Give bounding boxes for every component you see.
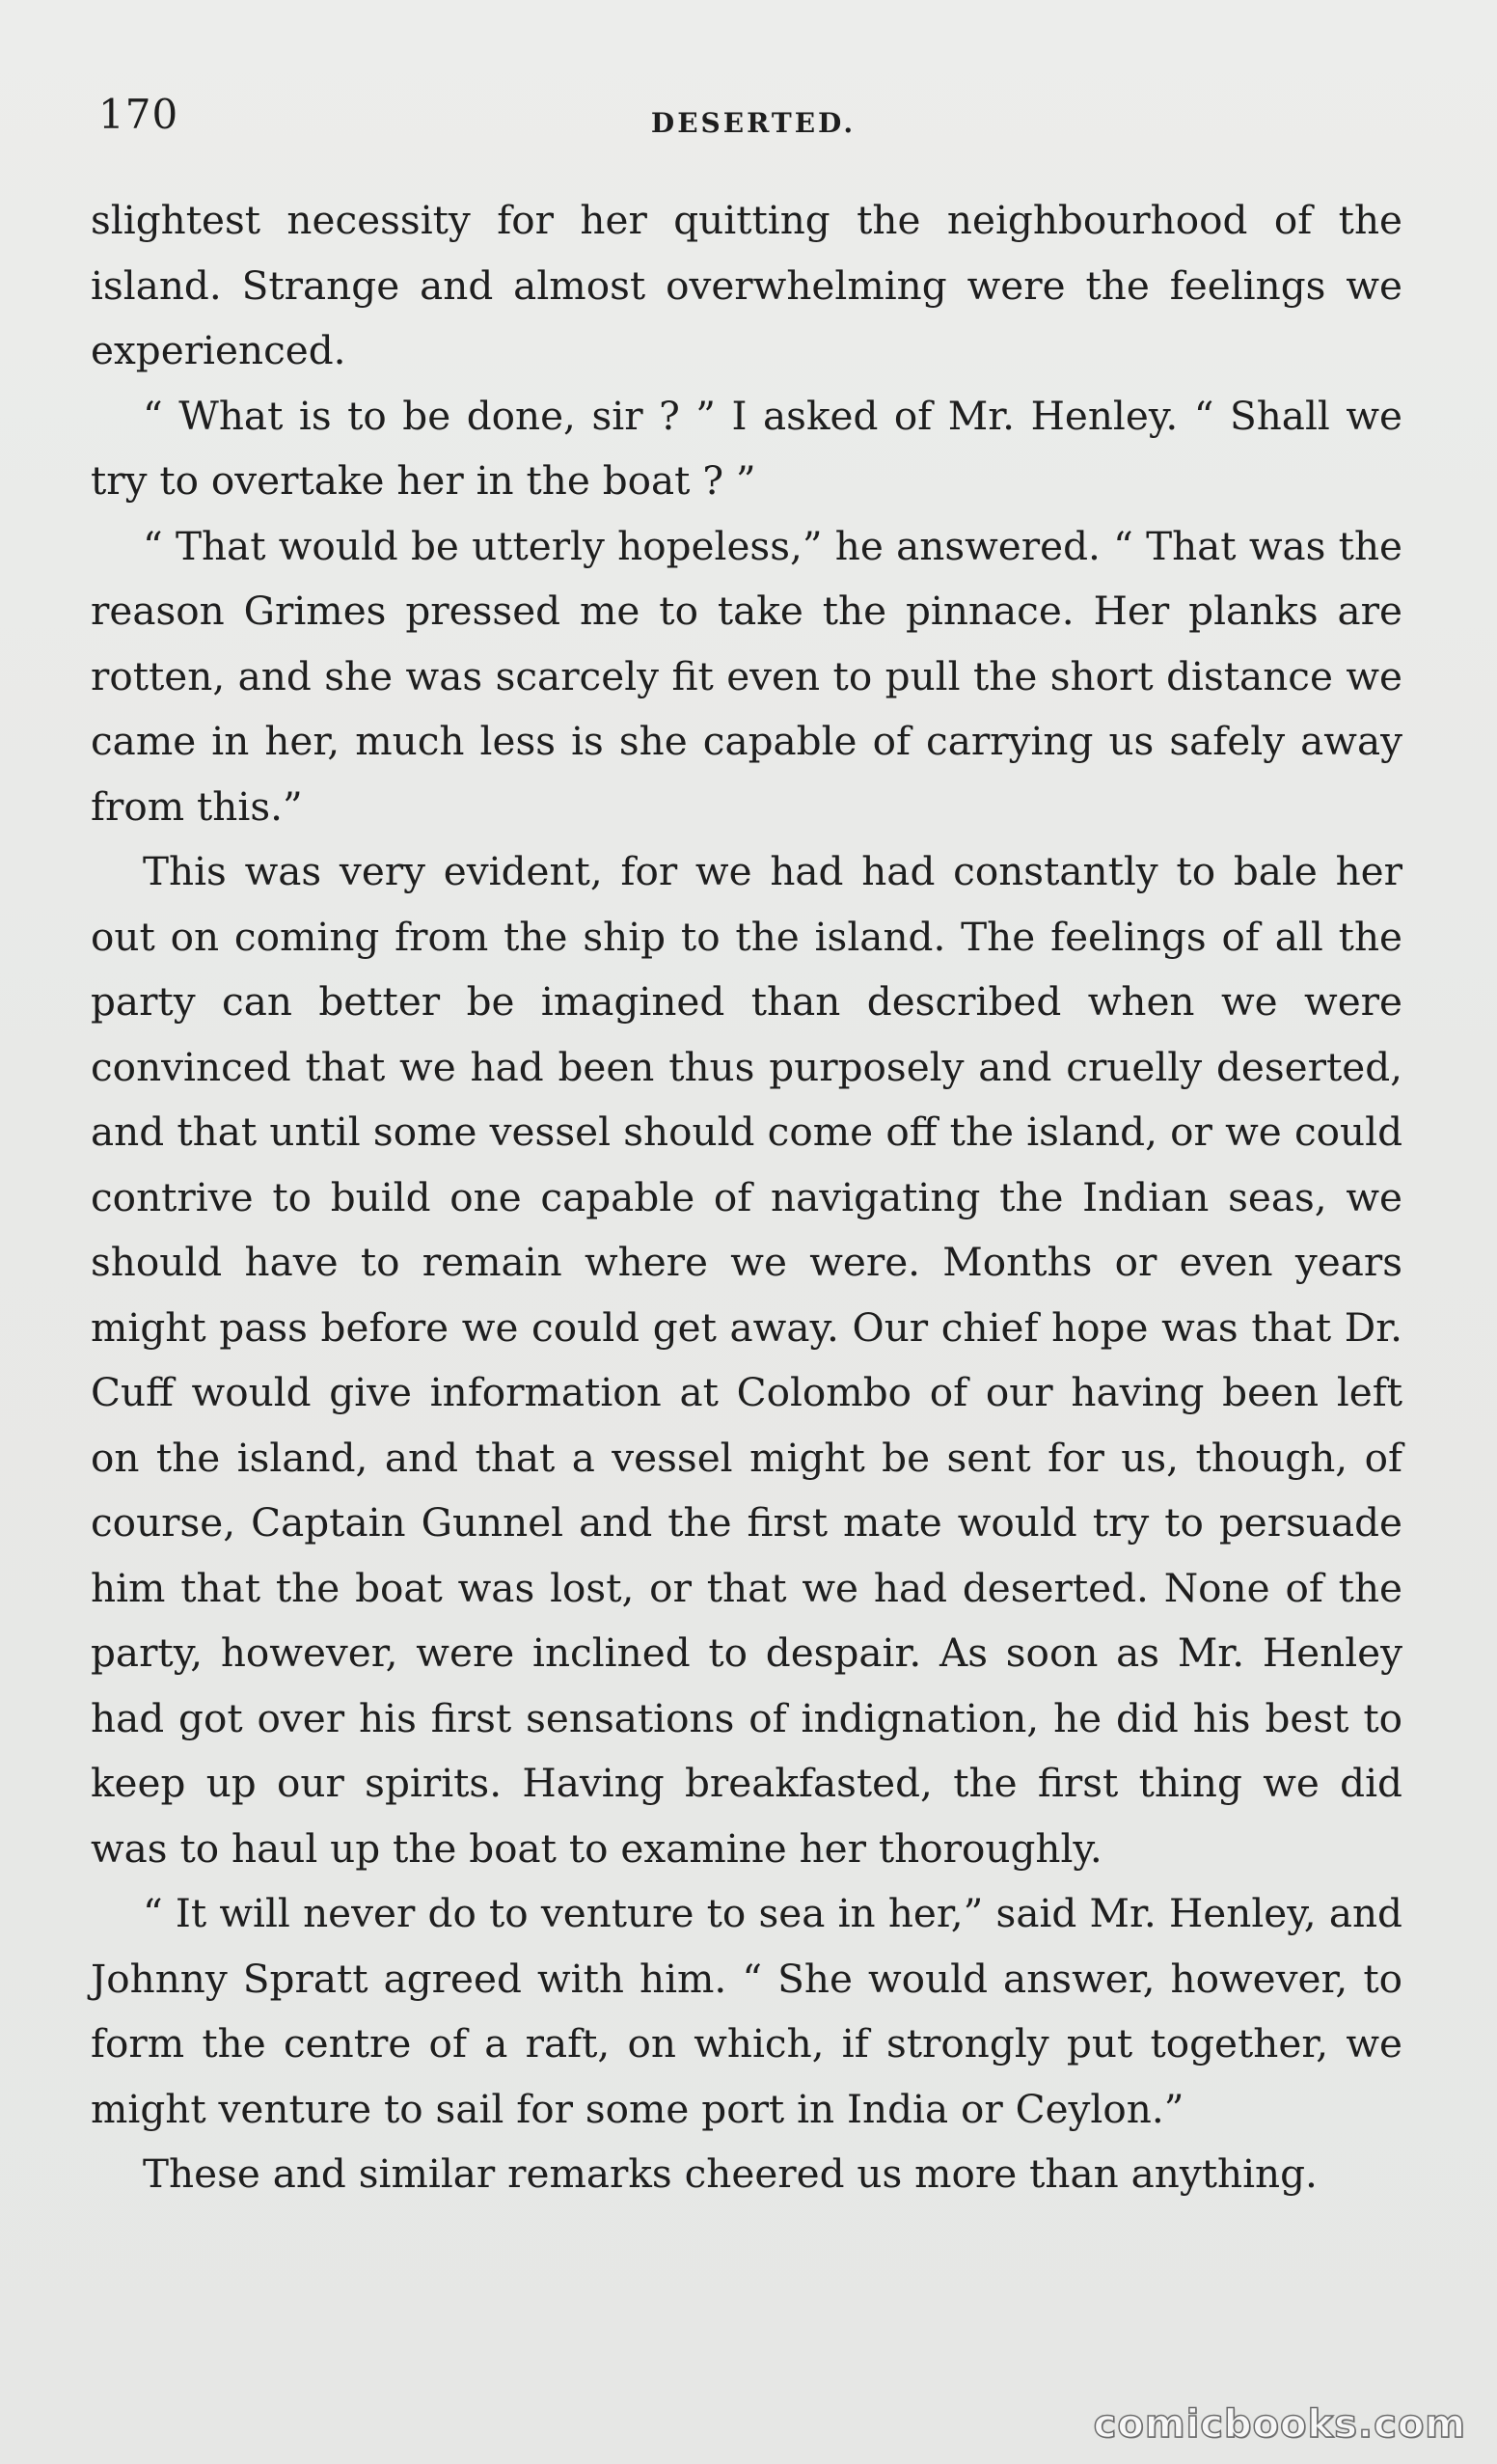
paragraph-1: slightest necessity for her quitting the neighbourhood of the island. Strange and almost overwhelming were the feelings we experienced. [91,197,1402,373]
watermark: comicbooks.com [1093,2402,1466,2447]
paragraph-2: “ What is to be done, sir ? ” I asked of Mr. Henley. “ Shall we try to overtake her in the boat ? ” [91,392,1402,504]
paragraph-5: “ It will never do to venture to sea in her,” said Mr. Henley, and Johnny Spratt agreed with him. “ She would answer, however, to form the centre of a raft, on which, if strongly put together, we might venture to sail for some port in India or Ceylon.” [91,1890,1402,2132]
running-head [93,91,1404,152]
body-text [91,188,1402,2207]
page-number: 170 [98,91,179,138]
paragraph-3: “ That would be utterly hopeless,” he answered. “ That was the reason Grimes pressed me to take the pinnace. Her planks are rotten, and she was scarcely fit even to pull the short distance we came in her, much less is she capable of carrying us safely away from this.” [91,522,1402,830]
paragraph-4: This was very evident, for we had had constantly to bale her out on coming from the ship to the island. The feelings of all the party can better be imagined than described when we were convinced that we had been thus purposely and cruelly deserted, and that until some vessel should come off the island, or we could contrive to build one capable of navigating the Indian seas, we should have to remain where we were. Months or even years might pass before we could get away. Our chief hope was that Dr. Cuff would give information at Colombo of our having been left on the island, and that a vessel might be sent for us, though, of course, Captain Gunnel and the first mate would try to persuade him that the boat was lost, or that we had deserted. None of the party, however, were inclined to despair. As soon as Mr. Henley had got over his first sensations of indignation, he did his best to keep up our spirits. Having breakfasted, the first thing we did was to haul up the boat to examine her thoroughly. [91,848,1402,1872]
running-title: DESERTED. [650,107,857,139]
paragraph-6: These and similar remarks cheered us more than anything. [143,2150,1318,2197]
